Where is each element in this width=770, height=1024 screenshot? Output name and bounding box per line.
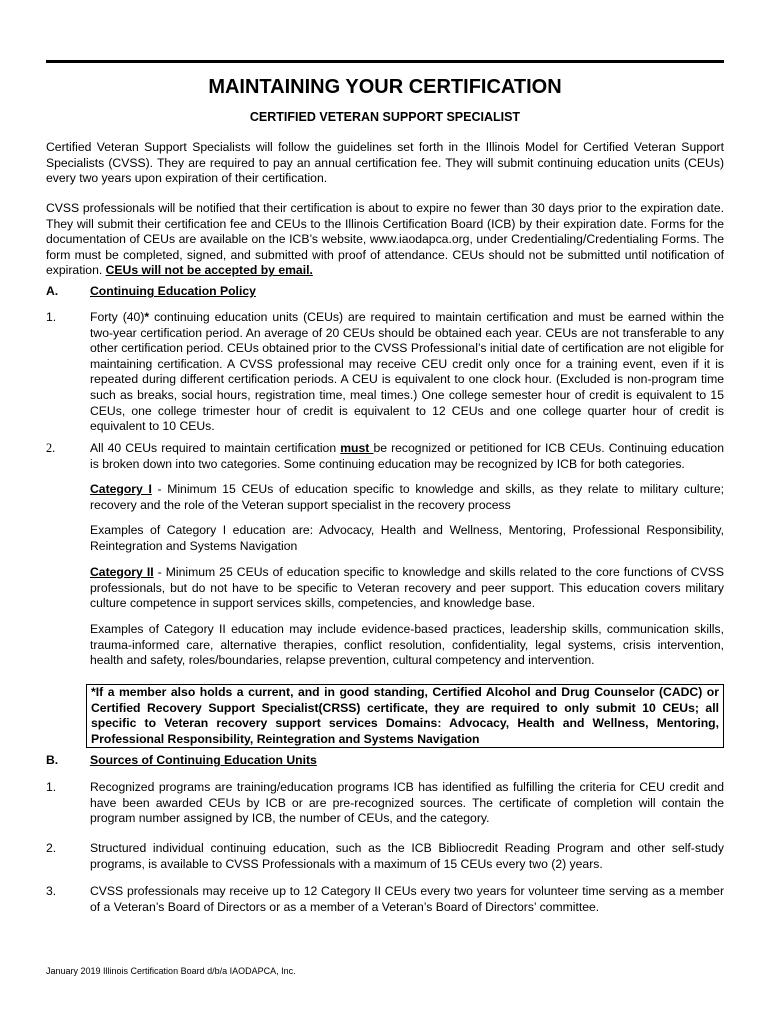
email-notice: CEUs will not be accepted by email. — [105, 263, 313, 278]
category-1-text: - Minimum 15 CEUs of education specific to knowledge and skills, as they relate to military culture; recovery and the role of the Veteran support specialist in the recovery process — [90, 482, 724, 512]
section-a-item-2-number: 2. — [46, 441, 56, 455]
page-title: MAINTAINING YOUR CERTIFICATION — [208, 76, 562, 98]
category-1-paragraph — [90, 482, 724, 513]
section-a-heading — [46, 284, 256, 298]
item-1-lead: Forty (40) — [90, 310, 145, 324]
section-b-item-2-number: 2. — [46, 841, 57, 855]
item-2-lead: All 40 CEUs required to maintain certification — [90, 441, 341, 455]
section-b-letter: B. — [46, 753, 59, 767]
category-2-text: - Minimum 25 CEUs of education specific to knowledge and skills related to the core functions of CVSS professionals, but do not have to be specific to Veteran recovery and peer support. This education covers military culture competence in support services skills, competencies, and knowledge base. — [90, 565, 724, 611]
section-a-item-1 — [90, 310, 724, 435]
top-divider — [46, 60, 724, 63]
section-b-item-3-number: 3. — [46, 884, 57, 898]
section-b-item-1: Recognized programs are training/education programs ICB has identified as fulfilling the criteria for CEU credit and have been awarded CEUs by ICB or are pre-recognized sources. The certificate of completion will contain the program number assigned by ICB, the number of CEUs, and the category. — [90, 780, 724, 826]
section-b-item-2: Structured individual continuing education, such as the ICB Bibliocredit Reading Program and other self-study programs, is available to CVSS Professionals with a maximum of 15 CEUs every two (2) years. — [90, 841, 724, 871]
section-a-letter: A. — [46, 284, 59, 298]
page-footer: January 2019 Illinois Certification Board d/b/a IAODAPCA, Inc. — [46, 966, 296, 976]
intro-paragraph-1: Certified Veteran Support Specialists will follow the guidelines set forth in the Illinois Model for Certified Veteran Support Specialists (CVSS). They are required to pay an annual certification fee. They will submit continuing education units (CEUs) every two years upon expiration of their certification. — [46, 140, 724, 186]
section-a-item-1-number: 1. — [46, 310, 57, 324]
category-1-label: Category I — [90, 482, 152, 496]
intro-paragraph-2-text: CVSS professionals will be notified that their certification is about to expire no fewer than 30 days prior to the expiration date. They will submit their certification fee and CEUs to the Illinois Certification Board (ICB) by their expiration date. Forms for the documentation of CEUs are available on the ICB’s website, www.iaodapca.org, under Credentialing/Credentialing Forms. The form must be completed, signed, and submitted with proof of attendance. CEUs should not be submitted until notification of expiration. — [46, 201, 724, 278]
section-b-title: Sources of Continuing Education Units — [90, 753, 317, 767]
cadc-crss-notice-box: *If a member also holds a current, and in good standing, Certified Alcohol and Drug Counselor (CADC) or Certified Recovery Support Specialist(CRSS) certificate, they are required to only submit 10 CEUs; all specific to Veteran recovery support services Domains: Advocacy, Health and Wellness, Mentoring, Professional Responsibility, Reintegration and Systems Navigation — [86, 684, 724, 748]
item-1-text: continuing education units (CEUs) are required to maintain certification and must be earned within the two-year certification period. An average of 20 CEUs should be obtained each year. CEUs are not transferable to any other certification period. CEUs obtained prior to the CVSS Professional’s initial date of certification are not eligible for maintaining certification. A CVSS professional may receive CEU credit only once for a training event, even if it is repeated during different certification periods. A CEU is equivalent to one clock hour. (Excluded is non-program time such as breaks, social hours, registration time, meal times.) One college semester hour of credit is equivalent to 15 CEUs, one college trimester hour of credit is equivalent to 12 CEUs and one college quarter hour of credit is equivalent to 10 CEUs. — [90, 310, 724, 434]
item-2-text: be recognized or petitioned for ICB CEUs. Continuing education is broken down into two categories. Some continuing education may be recognized by ICB for both categories. — [90, 441, 724, 471]
intro-paragraph-2 — [46, 201, 724, 279]
must-emphasis: must — [340, 441, 374, 455]
section-a-item-2 — [90, 441, 724, 472]
section-b-item-1-number: 1. — [46, 780, 57, 794]
category-2-label: Category II — [90, 565, 154, 579]
category-1-examples: Examples of Category I education are: Advocacy, Health and Wellness, Mentoring, Professional Responsibility, Reintegration and Systems Navigation — [90, 523, 724, 553]
category-2-examples: Examples of Category II education may include evidence-based practices, leadership skills, communication skills, trauma-informed care, alternative therapies, conflict resolution, confidentiality, legal systems, crisis intervention, health and safety, roles/boundaries, relapse prevention, cultural competency and intervention. — [90, 622, 724, 668]
section-b-item-3: CVSS professionals may receive up to 12 Category II CEUs every two years for volunteer time serving as a member of a Veteran’s Board of Directors or as a member of a Veteran’s Board of Directors’ committee. — [90, 884, 724, 914]
category-2-paragraph — [90, 565, 724, 612]
section-b-heading — [46, 753, 317, 767]
asterisk-mark: * — [144, 310, 150, 324]
page-subtitle: CERTIFIED VETERAN SUPPORT SPECIALIST — [249, 110, 521, 124]
section-a-title: Continuing Education Policy — [90, 284, 256, 298]
